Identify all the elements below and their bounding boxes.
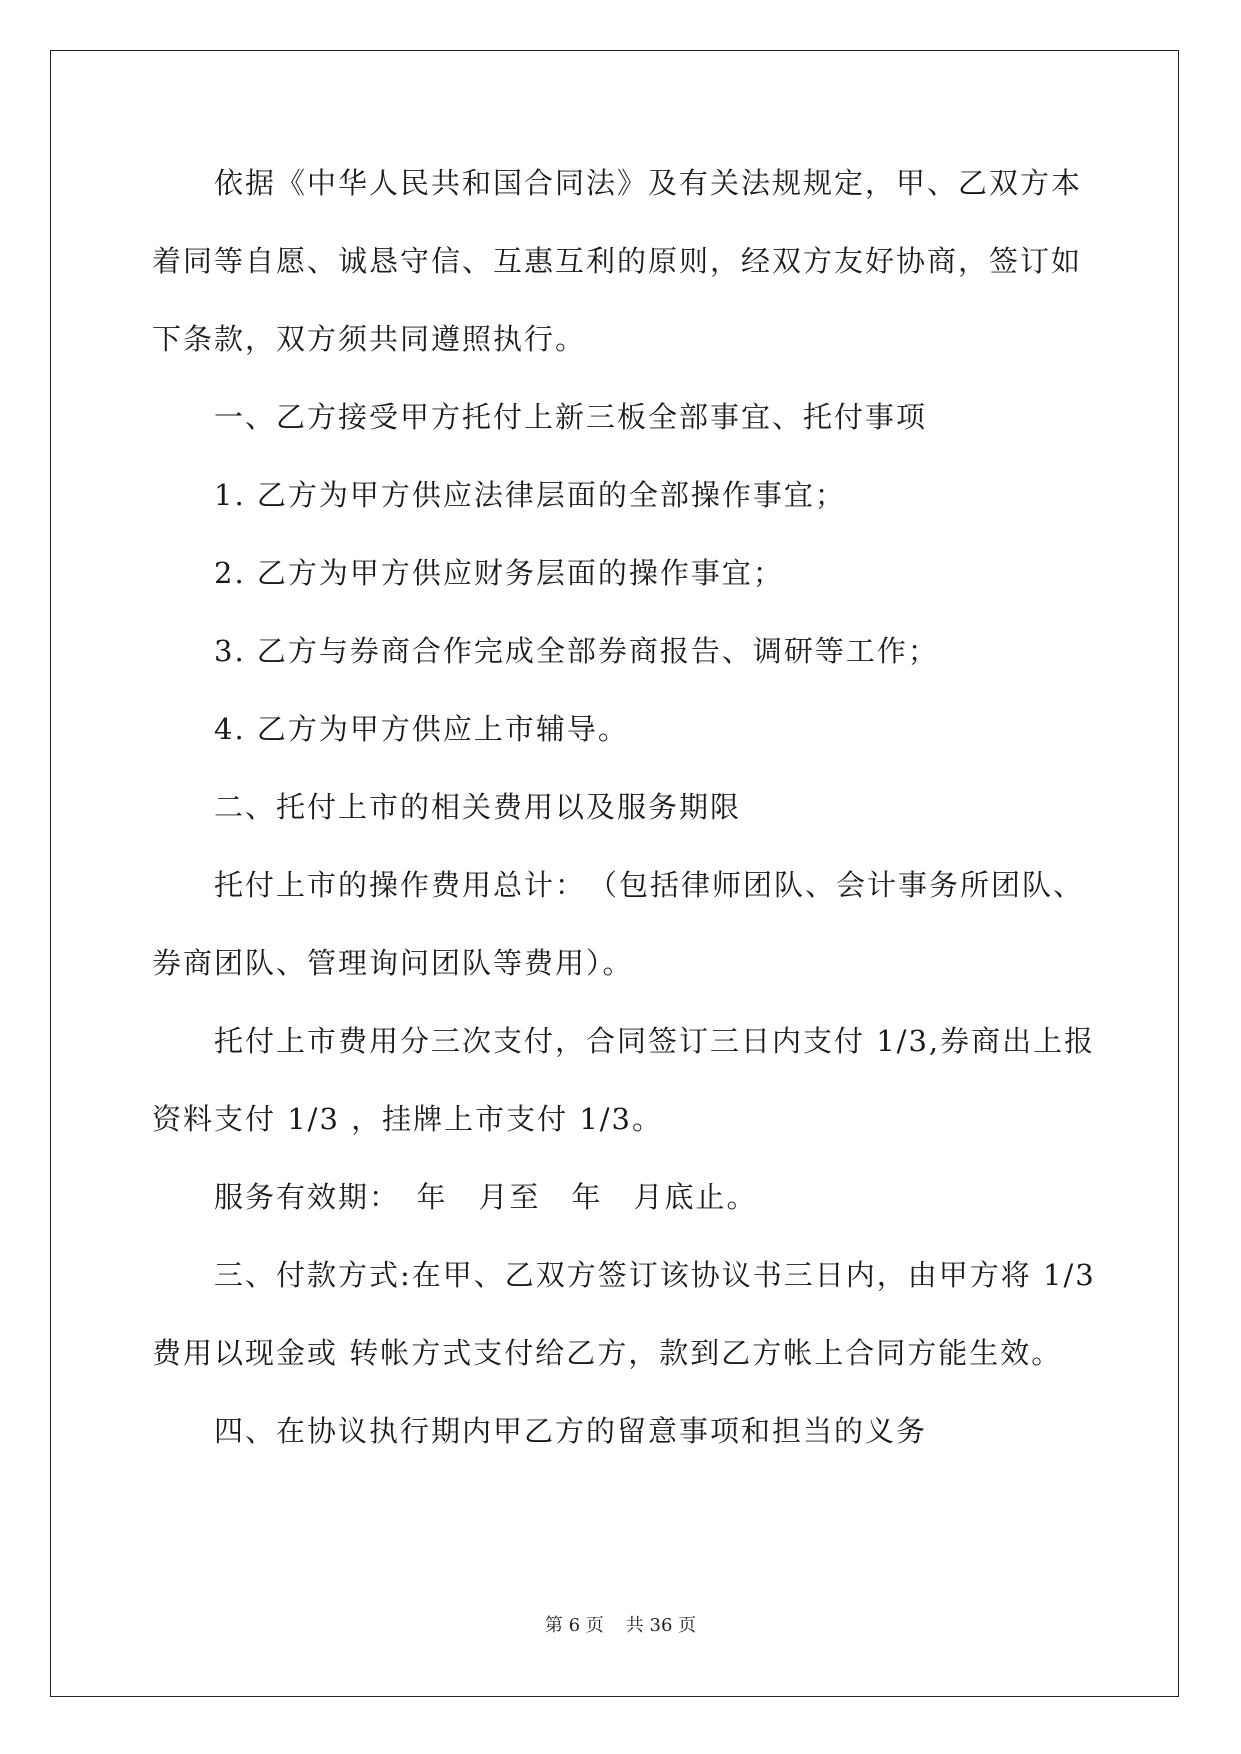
list-item: 2. 乙方为甲方供应财务层面的操作事宜；: [214, 556, 784, 590]
list-item: 4. 乙方为甲方供应上市辅导。: [214, 712, 629, 746]
list-item: 3. 乙方与券商合作完成全部券商报告、调研等工作；: [214, 634, 939, 668]
section-heading: 四、在协议执行期内甲乙方的留意事项和担当的义务: [214, 1414, 928, 1448]
paragraph-line: 服务有效期： 年 月至 年 月底止。: [214, 1180, 758, 1214]
paragraph-line: 依据《中华人民共和国合同法》及有关法规规定，甲、乙双方本: [214, 166, 1083, 200]
paragraph-line: 着同等自愿、诚恳守信、互惠互利的原则，经双方友好协商，签订如: [152, 244, 1083, 278]
section-heading: 二、托付上市的相关费用以及服务期限: [214, 790, 742, 824]
paragraph-line: 托付上市费用分三次支付，合同签订三日内支付 1/3,券商出上报: [214, 1024, 1096, 1058]
page-number: 第 6 页: [544, 1615, 604, 1636]
section-heading: 一、乙方接受甲方托付上新三板全部事宜、托付事项: [214, 400, 928, 434]
paragraph-line: 下条款，双方须共同遵照执行。: [152, 322, 587, 356]
section-heading: 三、付款方式:在甲、乙双方签订该协议书三日内，由甲方将 1/3: [214, 1258, 1096, 1292]
page-footer: [0, 1615, 1241, 1637]
paragraph-line: 费用以现金或 转帐方式支付给乙方，款到乙方帐上合同方能生效。: [152, 1336, 1063, 1370]
list-item: 1. 乙方为甲方供应法律层面的全部操作事宜；: [214, 478, 846, 512]
paragraph-line: 托付上市的操作费用总计： （包括律师团队、会计事务所团队、: [214, 868, 1085, 902]
paragraph-line: 券商团队、管理询问团队等费用）。: [152, 946, 634, 980]
page-total: 共 36 页: [625, 1615, 697, 1636]
paragraph-line: 资料支付 1/3 ，挂牌上市支付 1/3。: [152, 1102, 663, 1136]
